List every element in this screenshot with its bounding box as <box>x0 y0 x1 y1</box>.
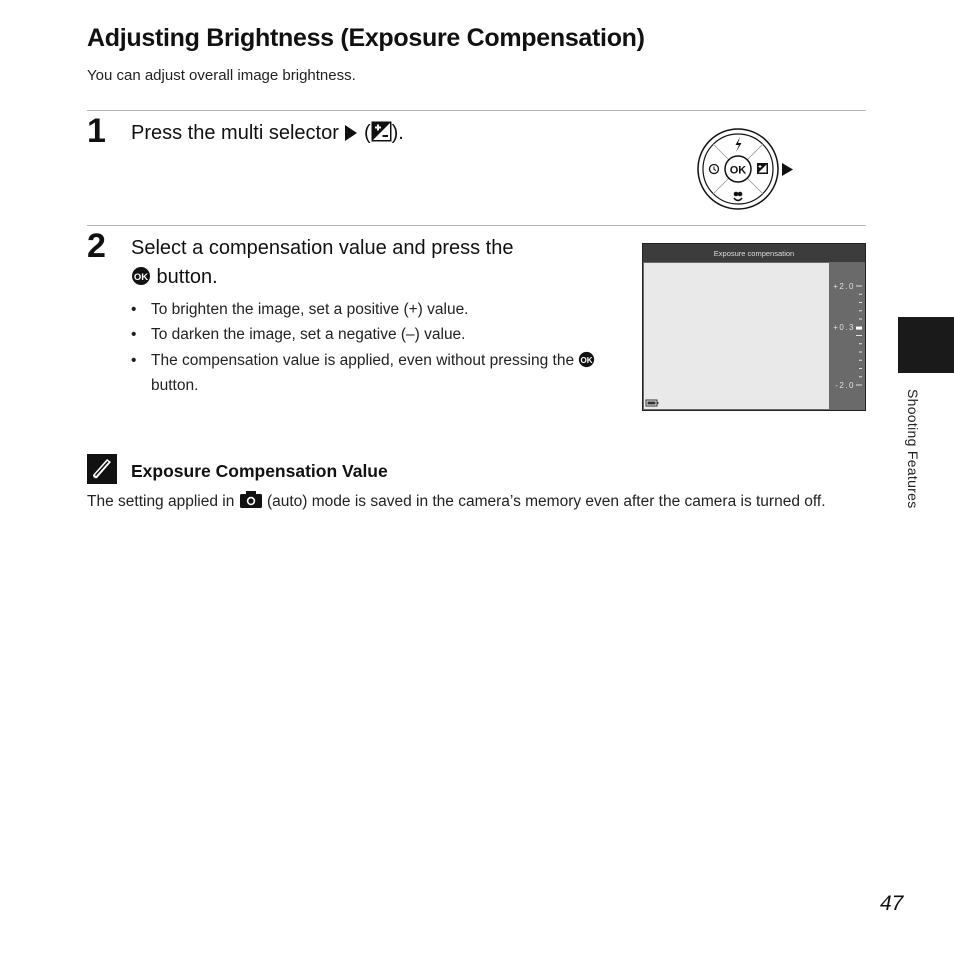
bullet-dot: • <box>131 326 137 343</box>
note-body <box>87 490 857 517</box>
screen-header: Exposure compensation <box>713 249 795 258</box>
exposure-compensation-icon <box>371 121 392 151</box>
step-2-line-2 <box>131 263 611 295</box>
bullet-item <box>131 350 621 397</box>
step-1-text-after: ). <box>391 122 404 144</box>
camera-monitor-screen <box>642 243 866 411</box>
page-title: Adjusting Brightness (Exposure Compensation) <box>87 24 645 52</box>
bullet-dot: • <box>131 352 137 369</box>
svg-text:OK: OK <box>133 272 149 283</box>
note-heading: Exposure Compensation Value <box>131 461 388 481</box>
bullet-text: To brighten the image, set a positive (+) value. <box>151 301 469 318</box>
scale-label-top: +2.0 <box>833 282 855 291</box>
step-1-instruction <box>131 119 404 151</box>
svg-text:OK: OK <box>580 355 593 365</box>
step-1-number: 1 <box>87 112 106 150</box>
camera-auto-mode-icon <box>239 490 263 517</box>
step-2-instruction <box>131 234 611 295</box>
bullet-3-text-before: The compensation value is applied, even without pressing the <box>151 352 579 369</box>
step-2-number: 2 <box>87 227 106 265</box>
multi-selector-icon <box>697 127 797 216</box>
ok-button-icon <box>578 351 595 375</box>
step-1-text-before: Press the multi selector <box>131 122 345 144</box>
step-1-divider <box>87 110 866 111</box>
scale-label-mid: +0.3 <box>833 323 855 332</box>
step-2-line-1: Select a compensation value and press the <box>131 237 514 259</box>
section-tab-marker <box>898 317 954 373</box>
bullet-text: To darken the image, set a negative (–) value. <box>151 326 466 343</box>
selected-value-marker <box>856 327 862 330</box>
right-triangle-icon <box>344 122 358 151</box>
intro-text: You can adjust overall image brightness. <box>87 67 356 84</box>
bullet-3-text-after: button. <box>151 377 199 394</box>
bullet-text <box>131 350 621 397</box>
note-body-after: (auto) mode is saved in the camera’s memory even after the camera is turned off. <box>262 493 826 510</box>
page-number: 47 <box>880 892 904 915</box>
ok-button-icon <box>131 266 151 295</box>
note-body-before: The setting applied in <box>87 493 239 510</box>
step-1-text-mid: ( <box>358 122 371 144</box>
step-2-divider <box>87 225 866 226</box>
bullet-dot: • <box>131 301 137 318</box>
section-label: Shooting Features <box>905 389 921 509</box>
bullet-item <box>131 299 611 321</box>
svg-text:OK: OK <box>729 164 747 177</box>
bullet-item <box>131 324 611 346</box>
pencil-note-icon <box>87 454 117 489</box>
step-2-line-2-text: button. <box>151 266 218 288</box>
scale-label-bottom: -2.0 <box>835 381 855 390</box>
